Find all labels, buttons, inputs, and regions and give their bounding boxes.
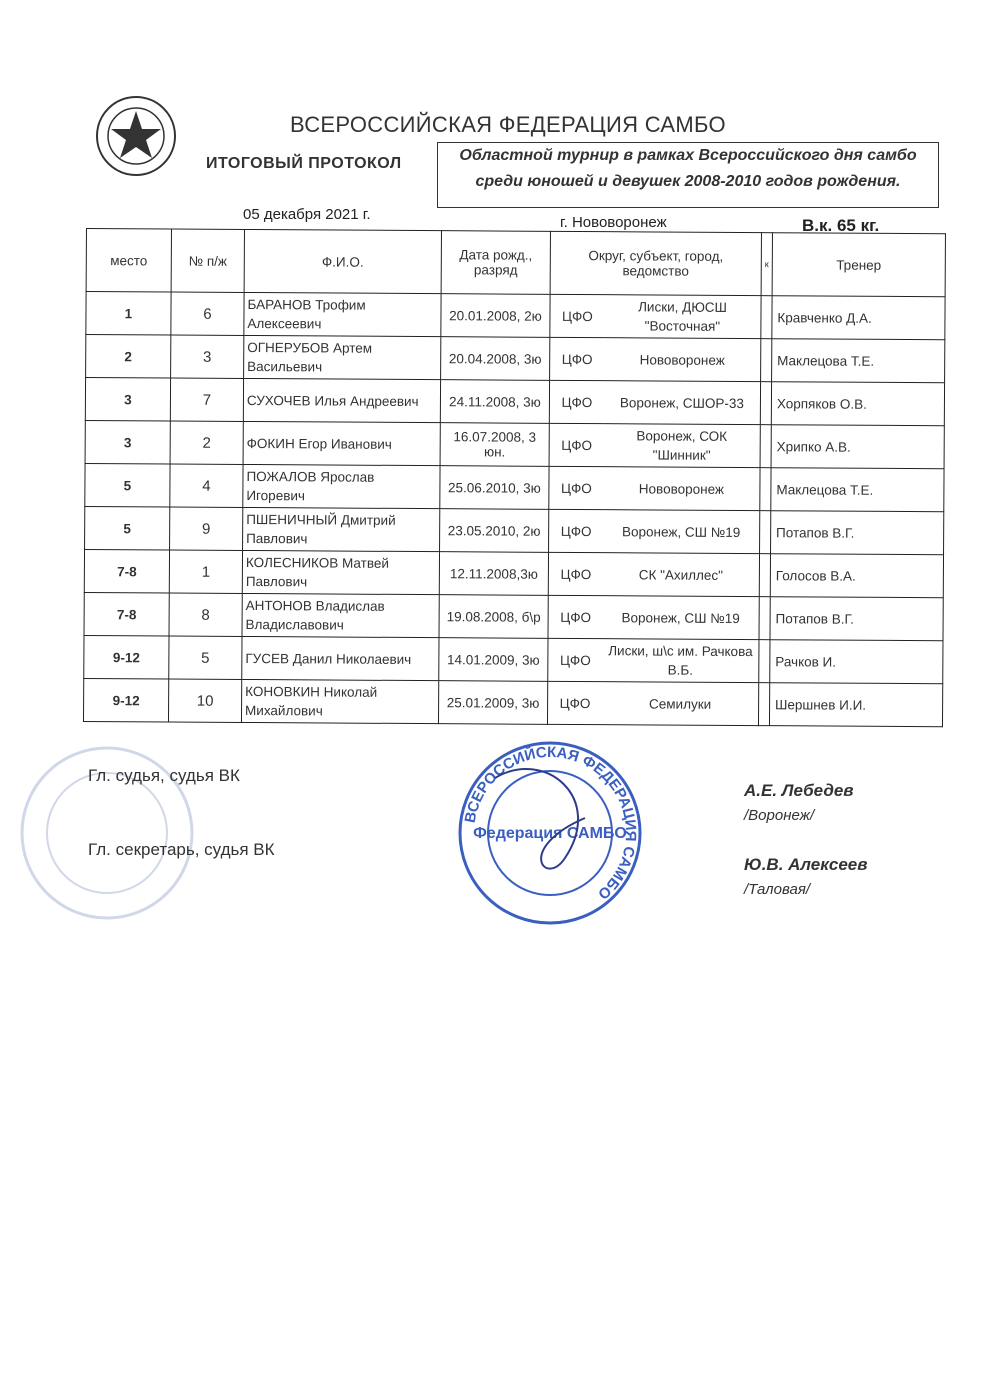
results-body (83, 292, 945, 727)
cell-sk (760, 382, 771, 425)
cell-sk (758, 683, 769, 726)
cell-num: 10 (168, 679, 241, 722)
cell-sk (761, 296, 772, 339)
cell-sk (761, 339, 772, 382)
cell-coach: Рачков И. (770, 640, 943, 684)
cell-place: 3 (85, 378, 170, 422)
cell-sk (759, 640, 770, 683)
cell-dob: 20.04.2008, 3ю (441, 337, 550, 381)
organization-title: ВСЕРОССИЙСКАЯ ФЕДЕРАЦИЯ САМБО (290, 112, 726, 137)
cell-dob: 12.11.2008,3ю (439, 552, 548, 596)
cell-location: Воронеж, СШ №19 (603, 510, 760, 554)
cell-name: БАРАНОВ Трофим Алексеевич (244, 292, 441, 336)
cell-place: 7-8 (84, 592, 169, 636)
cell-name: КОНОВКИН Николай Михайлович (241, 679, 438, 723)
chief-judge-city: /Воронеж/ (744, 807, 815, 824)
cell-num: 5 (169, 636, 242, 679)
cell-district: ЦФО (549, 509, 604, 552)
header-region: Округ, субъект, город, ведомство (550, 231, 761, 295)
cell-num: 3 (171, 335, 244, 378)
cell-sk (760, 468, 771, 511)
table-row (84, 592, 943, 640)
document-title: ИТОГОВЫЙ ПРОТОКОЛ (206, 155, 402, 172)
cell-dob: 14.01.2009, 3ю (439, 638, 548, 682)
cell-district: ЦФО (549, 423, 604, 466)
cell-dob: 25.01.2009, 3ю (438, 681, 547, 725)
cell-dob: 24.11.2008, 3ю (440, 380, 549, 424)
cell-district: ЦФО (549, 466, 604, 509)
cell-place: 5 (85, 506, 170, 550)
cell-location: Лиски, ш\с им. Рачкова В.Б. (602, 639, 759, 683)
cell-location: Нововоронеж (603, 467, 760, 511)
cell-name: ОГНЕРУБОВ Артем Васильевич (244, 335, 441, 379)
signature-block (0, 760, 1000, 960)
chief-secretary-role: Гл. секретарь, судья ВК (88, 840, 275, 859)
cell-place: 1 (86, 292, 171, 336)
cell-dob: 16.07.2008, 3 юн. (440, 423, 549, 467)
table-row (85, 463, 944, 511)
cell-num: 9 (170, 507, 243, 550)
table-row (85, 506, 944, 554)
cell-dob: 19.08.2008, б\р (439, 595, 548, 639)
cell-place: 2 (86, 335, 171, 379)
table-row (83, 678, 942, 726)
cell-sk (759, 554, 770, 597)
cell-num: 6 (171, 292, 244, 335)
table-row (84, 549, 943, 597)
header-coach: Тренер (772, 233, 945, 297)
cell-coach: Маклецова Т.Е. (772, 339, 945, 383)
cell-district: ЦФО (549, 380, 604, 423)
cell-coach: Маклецова Т.Е. (771, 468, 944, 512)
cell-location: Семилуки (602, 682, 759, 726)
cell-coach: Потапов В.Г. (770, 511, 943, 555)
header-sk: к (761, 233, 772, 296)
chief-judge-name: А.Е. Лебедев (744, 781, 854, 800)
stamp-inner-text: Федерация САМБО (473, 825, 627, 842)
cell-place: 3 (85, 420, 170, 464)
cell-place: 9-12 (83, 678, 168, 722)
cell-location: Воронеж, СШОР-33 (604, 381, 761, 425)
cell-location: СК "Ахиллес" (603, 553, 760, 597)
cell-coach: Хорпяков О.В. (771, 382, 944, 426)
cell-district: ЦФО (548, 595, 603, 638)
header-name: Ф.И.О. (244, 229, 441, 293)
federation-logo (95, 95, 177, 177)
cell-coach: Кравченко Д.А. (772, 296, 945, 340)
cell-sk (760, 511, 771, 554)
cell-num: 4 (170, 464, 243, 507)
header-dob: Дата рожд., разряд (441, 231, 550, 295)
cell-name: ПОЖАЛОВ Ярослав Игоревич (243, 464, 440, 508)
cell-coach: Голосов В.А. (770, 554, 943, 598)
cell-num: 1 (169, 550, 242, 593)
cell-num: 8 (169, 593, 242, 636)
cell-name: ГУСЕВ Данил Николаевич (242, 636, 439, 680)
chief-secretary-name: Ю.В. Алексеев (744, 855, 868, 874)
cell-coach: Потапов В.Г. (770, 597, 943, 641)
stamp-outer-text: ВСЕРОССИЙСКАЯ ФЕДЕРАЦИЯ САМБО (461, 743, 640, 903)
cell-place: 7-8 (84, 549, 169, 593)
chief-secretary-city: /Таловая/ (744, 881, 810, 898)
cell-dob: 20.01.2008, 2ю (441, 294, 550, 338)
cell-num: 7 (170, 378, 243, 421)
table-header-row (86, 229, 945, 297)
cell-num: 2 (170, 421, 243, 464)
cell-location: Лиски, ДЮСШ "Восточная" (604, 295, 761, 339)
cell-name: ФОКИН Егор Иванович (243, 421, 440, 465)
table-row (85, 420, 944, 468)
results-table (83, 228, 946, 727)
event-city: г. Нововоронеж (560, 214, 667, 231)
cell-district: ЦФО (548, 638, 603, 681)
cell-coach: Хрипко А.В. (771, 425, 944, 469)
header-num: № п/ж (171, 229, 244, 292)
event-line-1: Областной турнир в рамках Всероссийского дня самбо (459, 147, 917, 164)
table-row (86, 292, 945, 340)
cell-district: ЦФО (550, 337, 605, 380)
table-row (86, 335, 945, 383)
cell-location: Нововоронеж (604, 338, 761, 382)
cell-name: ПШЕНИЧНЫЙ Дмитрий Павлович (243, 507, 440, 551)
event-date: 05 декабря 2021 г. (243, 206, 371, 223)
cell-location: Воронеж, СШ №19 (603, 596, 760, 640)
cell-name: КОЛЕСНИКОВ Матвей Павлович (242, 550, 439, 594)
weight-class: В.к. 65 кг. (802, 216, 880, 235)
cell-dob: 23.05.2010, 2ю (440, 509, 549, 553)
cell-place: 5 (85, 463, 170, 507)
event-description-box (437, 142, 939, 208)
cell-place: 9-12 (84, 635, 169, 679)
header-place: место (86, 229, 171, 293)
cell-sk (759, 597, 770, 640)
cell-district: ЦФО (548, 552, 603, 595)
cell-dob: 25.06.2010, 3ю (440, 466, 549, 510)
table-row (84, 635, 943, 683)
cell-name: СУХОЧЕВ Илья Андреевич (243, 378, 440, 422)
cell-coach: Шершнев И.И. (769, 683, 942, 727)
table-row (85, 378, 944, 426)
chief-judge-role: Гл. судья, судья ВК (88, 766, 240, 785)
cell-location: Воронеж, СОК "Шинник" (604, 424, 761, 468)
cell-sk (760, 425, 771, 468)
cell-district: ЦФО (547, 681, 602, 724)
cell-name: АНТОНОВ Владислав Владиславович (242, 593, 439, 637)
cell-district: ЦФО (550, 294, 605, 337)
event-line-2: среди юношей и девушек 2008-2010 годов рождения. (475, 173, 901, 190)
star-emblem-icon (95, 95, 177, 177)
